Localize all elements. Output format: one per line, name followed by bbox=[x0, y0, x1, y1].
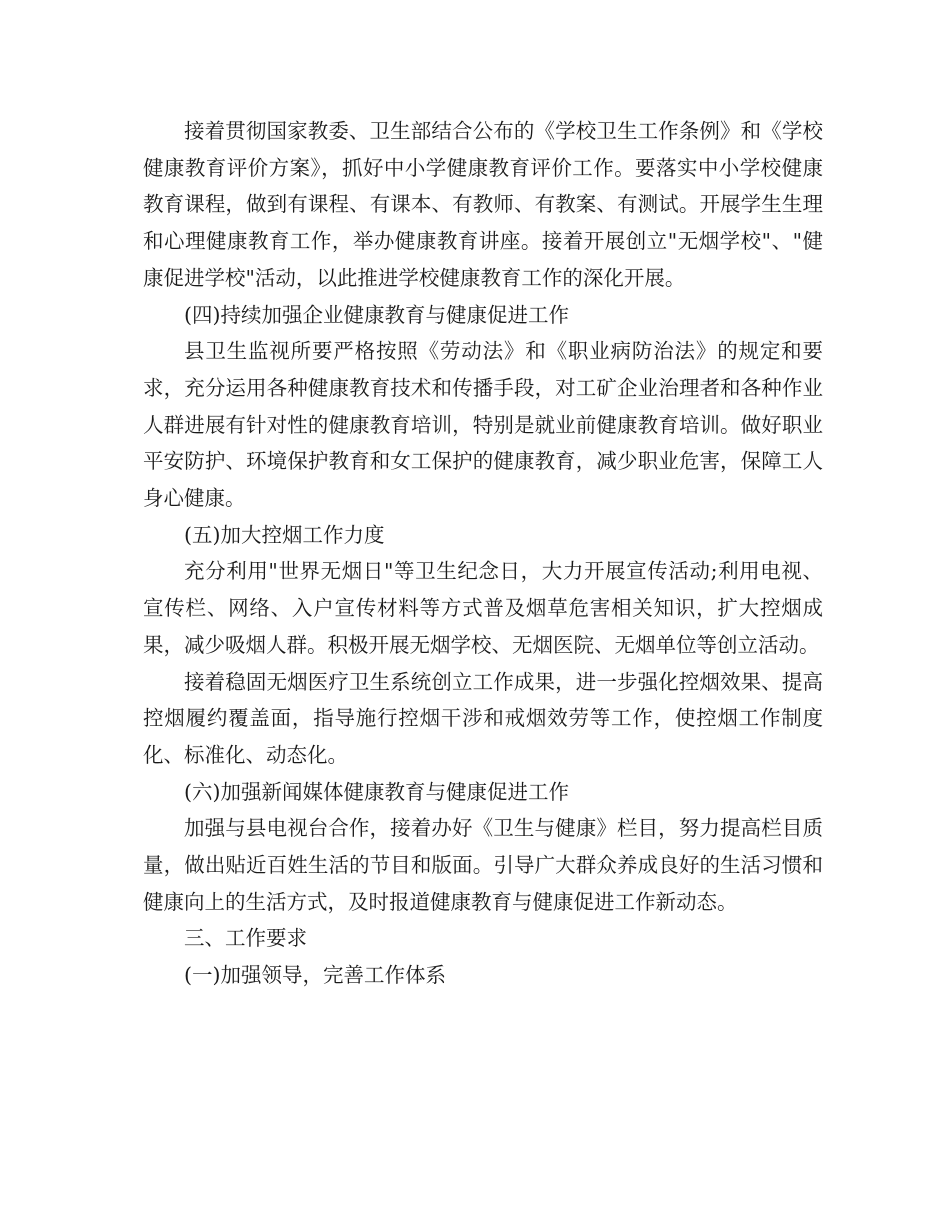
document-body bbox=[143, 113, 823, 994]
heading-section-5: (五)加大控烟工作力度 bbox=[184, 522, 385, 547]
heading-work-requirements: 三、工作要求 bbox=[184, 926, 307, 951]
paragraph-news-media: 加强与县电视台合作，接着办好《卫生与健康》栏目，努力提高栏目质量，做出贴近百姓生活的节目和版面。引导广大群众养成良好的生活习惯和健康向上的生活方式，及时报道健康教育与健康促进工作新动态。 bbox=[143, 816, 823, 914]
heading-section-4: (四)持续加强企业健康教育与健康促进工作 bbox=[184, 302, 569, 327]
paragraph-school-health-education: 接着贯彻国家教委、卫生部结合公布的《学校卫生工作条例》和《学校健康教育评价方案》，抓好中小学健康教育评价工作。要落实中小学校健康教育课程，做到有课程、有课本、有教师、有教案、有测试。开展学生生理和心理健康教育工作，举办健康教育讲座。接着开展创立"无烟学校"、"健康促进学校"活动，以此推进学校健康教育工作的深化开展。 bbox=[143, 119, 823, 290]
paragraph-enterprise-health-education: 县卫生监视所要严格按照《劳动法》和《职业病防治法》的规定和要求，充分运用各种健康教育技术和传播手段，对工矿企业治理者和各种作业人群进展有针对性的健康教育培训，特别是就业前健康教育培训。做好职业平安防护、环境保护教育和女工保护的健康教育，减少职业危害，保障工人身心健康。 bbox=[143, 339, 823, 511]
paragraph-tobacco-control-campaign: 充分利用"世界无烟日"等卫生纪念日，大力开展宣传活动;利用电视、宣传栏、网络、入户宣传材料等方式普及烟草危害相关知识，扩大控烟成果，减少吸烟人群。积极开展无烟学校、无烟医院、无烟单位等创立活动。 bbox=[143, 559, 823, 657]
heading-section-6: (六)加强新闻媒体健康教育与健康促进工作 bbox=[184, 779, 569, 804]
paragraph-tobacco-control-consolidation: 接着稳固无烟医疗卫生系统创立工作成果，进一步强化控烟效果、提高控烟履约覆盖面，指导施行控烟干涉和戒烟效劳等工作，使控烟工作制度化、标准化、动态化。 bbox=[143, 669, 823, 767]
heading-requirement-1: (一)加强领导，完善工作体系 bbox=[184, 963, 446, 988]
